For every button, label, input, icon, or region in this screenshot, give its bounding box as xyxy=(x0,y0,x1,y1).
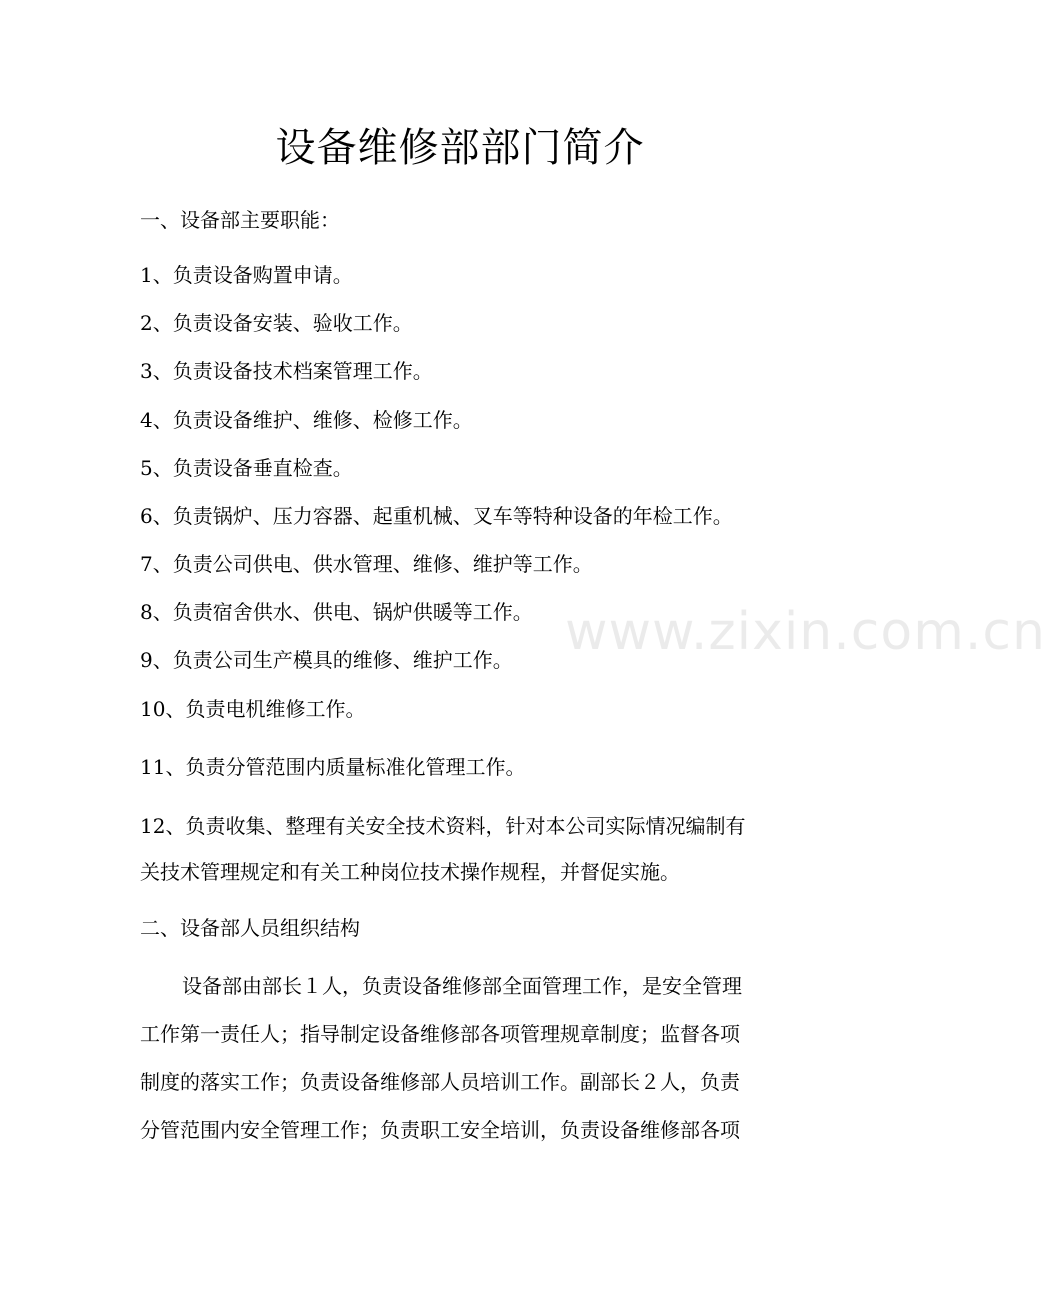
section-heading: 二、设备部人员组织结构 xyxy=(140,916,360,940)
duty-item: 10、负责电机维修工作。 xyxy=(140,697,366,721)
paragraph-line: 设备部由部长１人，负责设备维修部全面管理工作，是安全管理 xyxy=(182,974,742,998)
section-heading: 一、设备部主要职能： xyxy=(140,208,340,232)
duty-item: 2、负责设备安装、验收工作。 xyxy=(140,311,413,335)
duty-item: 11、负责分管范围内质量标准化管理工作。 xyxy=(140,755,526,779)
duty-item: 3、负责设备技术档案管理工作。 xyxy=(140,359,433,383)
paragraph-line: 工作第一责任人；指导制定设备维修部各项管理规章制度；监督各项 xyxy=(140,1022,740,1046)
duty-item: 7、负责公司供电、供水管理、维修、维护等工作。 xyxy=(140,552,593,576)
paragraph-line: 分管范围内安全管理工作；负责职工安全培训，负责设备维修部各项 xyxy=(140,1118,740,1142)
duty-item: 4、负责设备维护、维修、检修工作。 xyxy=(140,408,473,432)
duty-item: 1、负责设备购置申请。 xyxy=(140,263,353,287)
duty-item: 5、负责设备垂直检查。 xyxy=(140,456,353,480)
duty-item: 12、负责收集、整理有关安全技术资料，针对本公司实际情况编制有 xyxy=(140,814,746,838)
paragraph-line: 制度的落实工作；负责设备维修部人员培训工作。副部长２人，负责 xyxy=(140,1070,740,1094)
document-title: 设备维修部部门简介 xyxy=(275,125,645,171)
duty-item: 6、负责锅炉、压力容器、起重机械、叉车等特种设备的年检工作。 xyxy=(140,504,733,528)
duty-item: 8、负责宿舍供水、供电、锅炉供暖等工作。 xyxy=(140,600,533,624)
watermark: www.zixin.com.cn xyxy=(565,602,1046,662)
duty-item: 9、负责公司生产模具的维修、维护工作。 xyxy=(140,648,513,672)
duty-item-continuation: 关技术管理规定和有关工种岗位技术操作规程，并督促实施。 xyxy=(140,860,680,884)
